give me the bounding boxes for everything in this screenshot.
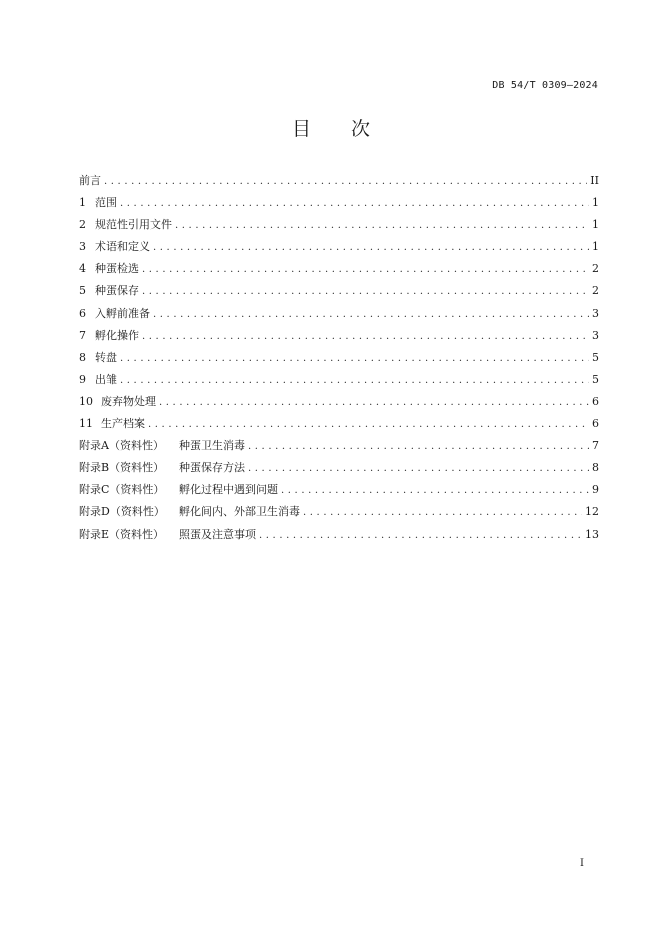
toc-dot-leader <box>120 375 589 386</box>
toc-page-number: 1 <box>592 196 599 210</box>
toc-page-number: 5 <box>592 350 599 364</box>
toc-dot-leader <box>120 353 589 364</box>
toc-appendix-label: 附录B（资料性） <box>79 461 165 475</box>
toc-entry-title: 出雏 <box>95 372 117 386</box>
toc-dot-leader <box>248 441 589 452</box>
toc-page-number: 3 <box>592 328 599 342</box>
toc-dot-leader <box>153 242 589 253</box>
toc-appendix-label: 附录A（资料性） <box>79 439 164 453</box>
toc-entry-title: 规范性引用文件 <box>95 218 172 232</box>
toc-dot-leader <box>148 419 589 430</box>
toc-entry-title: 孵化操作 <box>95 328 139 342</box>
toc-entry-8[interactable] <box>79 349 599 371</box>
toc-dot-leader <box>142 331 589 342</box>
toc-section-number: 4 <box>79 262 86 276</box>
toc-entry-title: 孵化间内、外部卫生消毒 <box>179 505 300 519</box>
toc-dot-leader <box>153 309 589 320</box>
toc-entry-appendix-b[interactable] <box>79 459 599 481</box>
toc-appendix-label: 附录D（资料性） <box>79 505 165 519</box>
toc-entry-title: 生产档案 <box>101 417 145 431</box>
toc-section-number: 5 <box>79 284 86 298</box>
toc-entry-title: 种蛋卫生消毒 <box>179 439 245 453</box>
toc-section-number: 7 <box>79 328 86 342</box>
toc-entry-title: 种蛋保存 <box>95 284 139 298</box>
toc-page-number: 1 <box>592 218 599 232</box>
page-title: 目次 <box>291 118 410 140</box>
toc-dot-leader <box>281 485 589 496</box>
toc-dot-leader <box>259 530 582 541</box>
toc-page-number: 6 <box>592 417 599 431</box>
toc-dot-leader <box>248 463 589 474</box>
toc-entry-10[interactable] <box>79 393 599 415</box>
toc-entry-11[interactable] <box>79 415 599 437</box>
toc-entry-title: 范围 <box>95 196 117 210</box>
toc-page-number: 9 <box>592 483 599 497</box>
toc-entry-title: 前言 <box>79 174 101 187</box>
toc-page-number: 8 <box>592 461 599 475</box>
toc-entry-5[interactable] <box>79 282 599 304</box>
page-number: I <box>580 858 584 869</box>
toc-page-number: 7 <box>592 439 599 453</box>
toc-appendix-label: 附录E（资料性） <box>79 527 165 541</box>
toc-entry-1[interactable] <box>79 194 599 216</box>
toc-dot-leader <box>159 397 589 408</box>
toc-page-number: 13 <box>585 527 599 541</box>
toc-dot-leader <box>120 198 589 209</box>
toc-entry-title: 术语和定义 <box>95 240 150 254</box>
toc-entry-title: 孵化过程中遇到问题 <box>179 483 278 497</box>
toc-entry-2[interactable] <box>79 216 599 238</box>
table-of-contents <box>79 172 599 548</box>
toc-section-number: 1 <box>79 196 86 210</box>
toc-entry-foreword[interactable] <box>79 172 599 194</box>
toc-entry-title: 种蛋检选 <box>95 262 139 276</box>
toc-entry-appendix-a[interactable] <box>79 437 599 459</box>
toc-entry-6[interactable] <box>79 305 599 327</box>
toc-entry-appendix-e[interactable] <box>79 526 599 548</box>
toc-dot-leader <box>142 264 589 275</box>
toc-page-number: 5 <box>592 372 599 386</box>
toc-entry-9[interactable] <box>79 371 599 393</box>
toc-entry-appendix-c[interactable] <box>79 481 599 503</box>
toc-entry-4[interactable] <box>79 260 599 282</box>
toc-page-number: 1 <box>592 240 599 254</box>
toc-entry-title: 废弃物处理 <box>101 394 156 408</box>
toc-entry-title: 种蛋保存方法 <box>179 461 245 475</box>
toc-entry-appendix-d[interactable] <box>79 503 599 525</box>
toc-section-number: 6 <box>79 306 86 320</box>
toc-page-number: 3 <box>592 306 599 320</box>
toc-entry-7[interactable] <box>79 327 599 349</box>
toc-page-number: 6 <box>592 394 599 408</box>
toc-dot-leader <box>175 220 589 231</box>
toc-dot-leader <box>142 286 589 297</box>
toc-page-number: II <box>590 174 599 187</box>
toc-dot-leader <box>104 176 587 187</box>
toc-entry-3[interactable] <box>79 238 599 260</box>
toc-page-number: 2 <box>592 284 599 298</box>
toc-entry-title: 入孵前准备 <box>95 306 150 320</box>
toc-section-number: 9 <box>79 372 86 386</box>
toc-section-number: 11 <box>79 417 93 431</box>
toc-dot-leader <box>303 507 582 518</box>
toc-section-number: 10 <box>79 394 93 408</box>
toc-section-number: 2 <box>79 218 86 232</box>
toc-section-number: 8 <box>79 350 86 364</box>
standard-code: DB 54/T 0309—2024 <box>492 80 598 91</box>
toc-page-number: 12 <box>585 505 599 519</box>
toc-section-number: 3 <box>79 240 86 254</box>
toc-entry-title: 转盘 <box>95 350 117 364</box>
toc-page-number: 2 <box>592 262 599 276</box>
toc-appendix-label: 附录C（资料性） <box>79 483 165 497</box>
toc-entry-title: 照蛋及注意事项 <box>179 527 256 541</box>
